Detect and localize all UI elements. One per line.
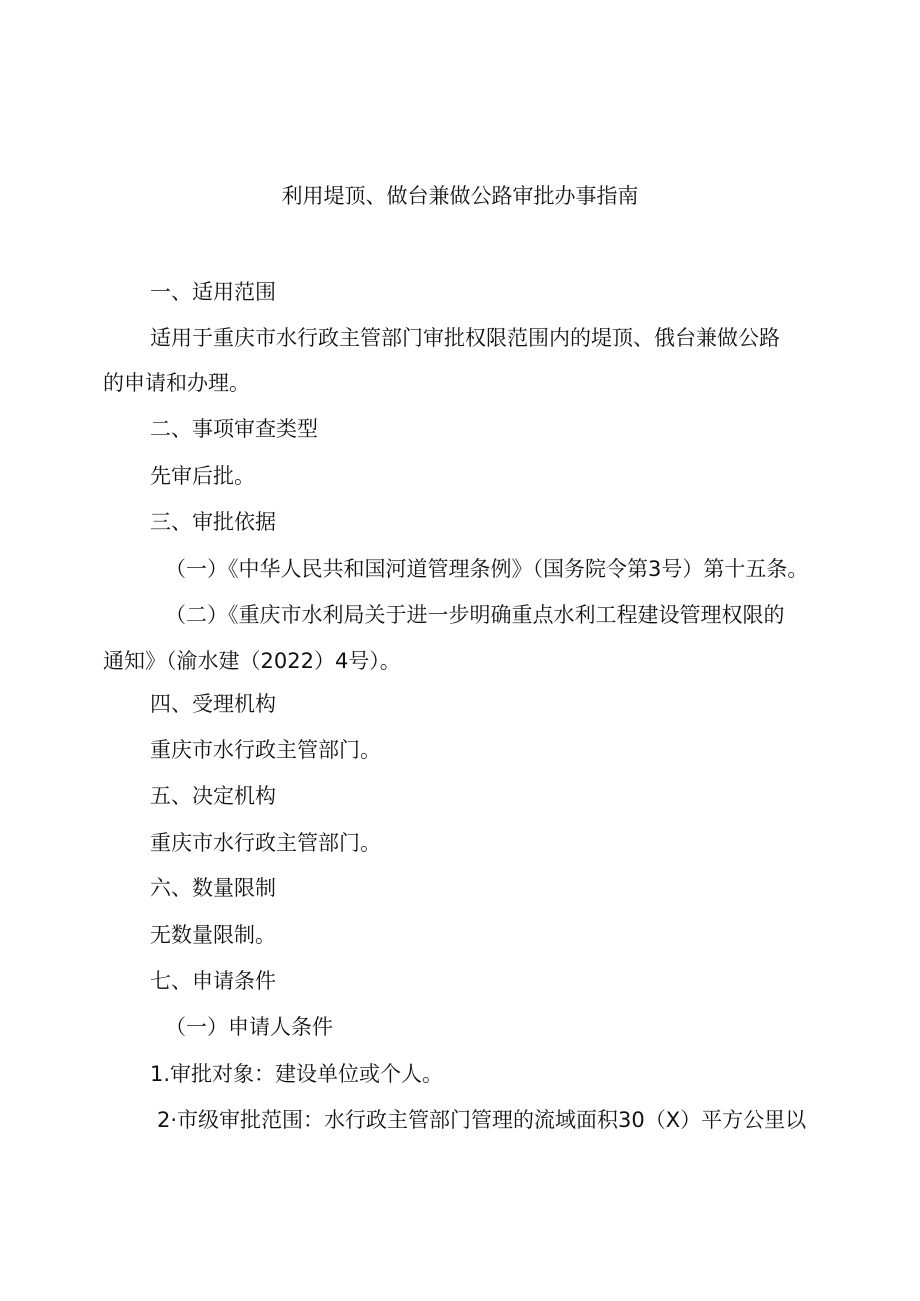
section-heading-basis: 三、审批依据 [150, 510, 276, 534]
scope-text-line-1: 适用于重庆市水行政主管部门审批权限范围内的堤顶、俄台兼做公路 [150, 326, 780, 350]
basis-item-2-line-1: （二）《重庆市水利局关于进一步明确重点水利工程建设管理权限的 [165, 603, 785, 627]
section-heading-scope: 一、适用范围 [150, 280, 276, 304]
conditions-item-2: 2·市级审批范围：水行政主管部门管理的流域面积30（X）平方公里以 [157, 1108, 807, 1132]
accepting-agency-text: 重庆市水行政主管部门。 [150, 738, 381, 762]
review-type-text: 先审后批。 [150, 464, 255, 488]
section-heading-accepting-agency: 四、受理机构 [150, 692, 276, 716]
section-heading-deciding-agency: 五、决定机构 [150, 784, 276, 808]
section-heading-review-type: 二、事项审查类型 [150, 417, 318, 441]
document-title: 利用堤顶、做台兼做公路审批办事指南 [281, 184, 639, 208]
section-heading-quantity-limit: 六、数量限制 [150, 876, 276, 900]
quantity-limit-text: 无数量限制。 [150, 923, 276, 947]
section-heading-conditions: 七、申请条件 [150, 969, 276, 993]
conditions-subheading-applicant: （一）申请人条件 [165, 1015, 333, 1039]
basis-item-2-line-2: 通知》（渝水建（2022）4号）。 [103, 649, 401, 673]
basis-item-1: （一）《中华人民共和国河道管理条例》（国务院令第3号）第十五条。 [165, 557, 809, 581]
deciding-agency-text: 重庆市水行政主管部门。 [150, 831, 381, 855]
scope-text-line-2: 的申请和办理。 [103, 371, 250, 395]
conditions-item-1: 1.审批对象：建设单位或个人。 [150, 1062, 444, 1086]
